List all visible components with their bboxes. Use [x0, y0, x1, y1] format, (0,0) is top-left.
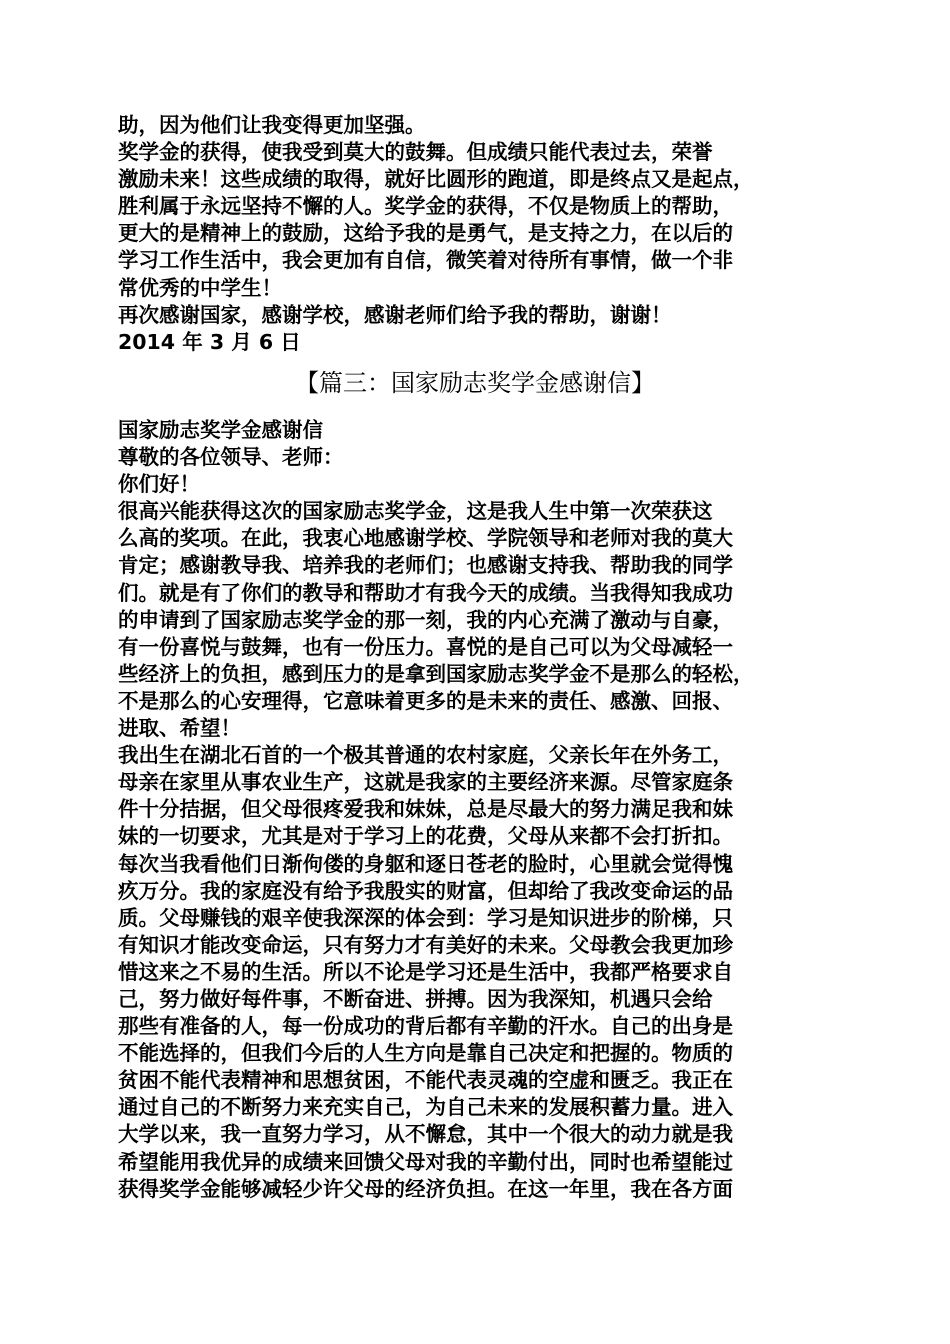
text-line: 再次感谢国家，感谢学校，感谢老师们给予我的帮助，谢谢！ [118, 302, 672, 327]
text-line: 件十分拮据，但父母很疼爱我和妹妹，总是尽最大的努力满足我和妹 [118, 797, 733, 822]
text-line: 己，努力做好每件事，不断奋进、拼搏。因为我深知，机遇只会给 [118, 986, 713, 1011]
text-line: 奖学金的获得，使我受到莫大的鼓舞。但成绩只能代表过去，荣誉 [118, 140, 713, 165]
text-line: 希望能用我优异的成绩来回馈父母对我的辛勤付出，同时也希望能过 [118, 1149, 733, 1174]
text-line: 常优秀的中学生！ [118, 275, 282, 300]
letter-date: 2014 年 3 月 6 日 [118, 329, 301, 354]
text-line: 有一份喜悦与鼓舞，也有一份压力。喜悦的是自己可以为父母减轻一 [118, 634, 733, 659]
text-line: 激励未来！这些成绩的取得，就好比圆形的跑道，即是终点又是起点， [118, 167, 754, 192]
letter-title: 国家励志奖学金感谢信 [118, 418, 323, 442]
text-line: 很高兴能获得这次的国家励志奖学金，这是我人生中第一次荣获这 [118, 499, 713, 524]
text-line: 那些有准备的人，每一份成功的背后都有辛勤的汗水。自己的出身是 [118, 1014, 733, 1039]
text-line: 么高的奖项。在此，我衷心地感谢学校、学院领导和老师对我的莫大 [118, 526, 733, 551]
letter-ending-section [118, 112, 846, 356]
text-line: 些经济上的负担，感到压力的是拿到国家励志奖学金不是那么的轻松， [118, 661, 754, 686]
letter-salutation: 尊敬的各位领导、老师： [118, 445, 344, 470]
text-line: 母亲在家里从事农业生产，这就是我家的主要经济来源。尽管家庭条 [118, 770, 733, 795]
text-line: 疚万分。我的家庭没有给予我殷实的财富，但却给了我改变命运的品 [118, 878, 733, 903]
text-line: 更大的是精神上的鼓励，这给予我的是勇气，是支持之力，在以后的 [118, 221, 733, 246]
text-line: 质。父母赚钱的艰辛使我深深的体会到：学习是知识进步的阶梯，只 [118, 905, 733, 930]
text-line: 不能选择的，但我们今后的人生方向是靠自己决定和把握的。物质的 [118, 1041, 733, 1066]
text-line: 不是那么的心安理得，它意味着更多的是未来的责任、感激、回报、 [118, 688, 733, 713]
section-heading: 【篇三：国家励志奖学金感谢信】 [295, 369, 655, 397]
text-line: 大学以来，我一直努力学习，从不懈怠，其中一个很大的动力就是我 [118, 1122, 733, 1147]
text-line: 肯定；感谢教导我、培养我的老师们；也感谢支持我、帮助我的同学 [118, 553, 733, 578]
letter-greeting: 你们好！ [118, 472, 200, 497]
text-line: 有知识才能改变命运，只有努力才有美好的未来。父母教会我更加珍 [118, 932, 733, 957]
text-line: 们。就是有了你们的教导和帮助才有我今天的成绩。当我得知我成功 [118, 580, 733, 605]
text-line: 通过自己的不断努力来充实自己，为自己未来的发展积蓄力量。进入 [118, 1095, 733, 1120]
text-line: 惜这来之不易的生活。所以不论是学习还是生活中，我都严格要求自 [118, 959, 733, 984]
text-line: 进取、希望！ [118, 716, 241, 741]
letter-body-section [118, 417, 846, 1203]
text-line: 助，因为他们让我变得更加坚强。 [118, 113, 426, 137]
text-line: 获得奖学金能够减轻少许父母的经济负担。在这一年里，我在各方面 [118, 1176, 733, 1201]
text-line: 我出生在湖北石首的一个极其普通的农村家庭，父亲长年在外务工， [118, 743, 733, 768]
text-line: 胜利属于永远坚持不懈的人。奖学金的获得，不仅是物质上的帮助， [118, 194, 733, 219]
text-line: 每次当我看他们日渐佝偻的身躯和逐日苍老的脸时，心里就会觉得愧 [118, 851, 733, 876]
text-line: 妹的一切要求，尤其是对于学习上的花费，父母从来都不会打折扣。 [118, 824, 733, 849]
text-line: 贫困不能代表精神和思想贫困，不能代表灵魂的空虚和匮乏。我正在 [118, 1068, 733, 1093]
text-line: 学习工作生活中，我会更加有自信，微笑着对待所有事情，做一个非 [118, 248, 733, 273]
text-line: 的申请到了国家励志奖学金的那一刻，我的内心充满了激动与自豪， [118, 607, 733, 632]
